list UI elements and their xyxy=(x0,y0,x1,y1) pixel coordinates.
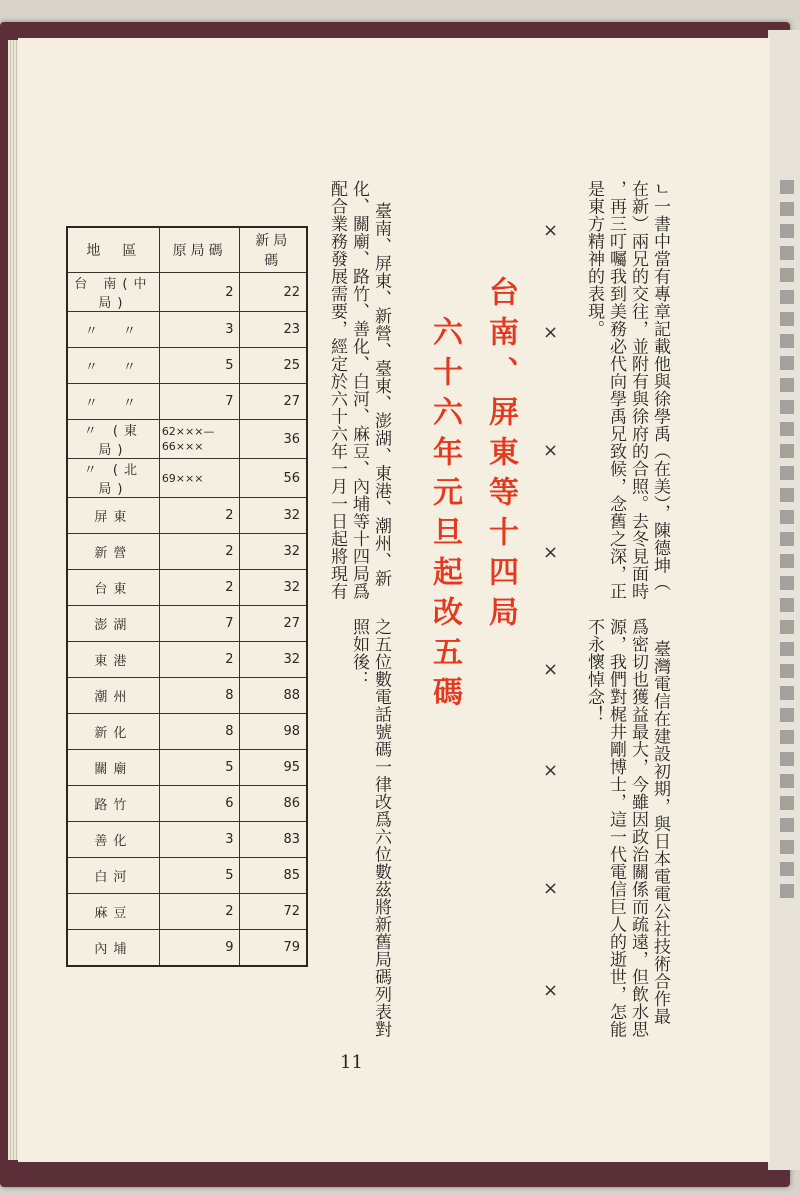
text-column: 源，我們對梶井剛博士，這一代電信巨人的逝世，怎能 xyxy=(606,618,626,1038)
paragraph-right-upper xyxy=(583,180,671,600)
separator-cross: × xyxy=(543,542,559,563)
cell-new: 95 xyxy=(240,750,307,786)
text-column: 在新）兩兄的交往，並附有與徐府的合照。去冬見面時 xyxy=(628,180,648,600)
cell-orig: 6 xyxy=(159,786,240,822)
text-column: 臺灣電信在建設初期，與日本電電公社技術合作最 xyxy=(650,640,670,1025)
cell-orig: 3 xyxy=(159,312,240,348)
table-row xyxy=(67,498,307,534)
cell-new: 32 xyxy=(240,534,307,570)
text-column: 配合業務發展需要，經定於六十六年一月一日起將現有 xyxy=(327,180,347,600)
paragraph-left-lower xyxy=(348,618,392,1038)
cell-orig xyxy=(159,420,240,459)
cell-orig-line: 66××× xyxy=(161,440,204,453)
cell-area: 路竹 xyxy=(67,786,159,822)
cell-area: 潮州 xyxy=(67,678,159,714)
text-column: ，再三叮囑我到美務必代向學禹兄致候，念舊之深，正 xyxy=(606,180,626,600)
cell-area: 新化 xyxy=(67,714,159,750)
table-row xyxy=(67,534,307,570)
cell-orig: 7 xyxy=(159,384,240,420)
cell-area: 東港 xyxy=(67,642,159,678)
page-number: 11 xyxy=(340,1052,363,1073)
cell-orig: 3 xyxy=(159,822,240,858)
text-column: 不永懷悼念！ xyxy=(584,618,604,723)
cell-new: 79 xyxy=(240,930,307,967)
cell-area: 善化 xyxy=(67,822,159,858)
table-row xyxy=(67,858,307,894)
table-row xyxy=(67,420,307,459)
cell-orig-line: 62×××— xyxy=(161,425,215,438)
text-column: 照如後： xyxy=(349,618,369,688)
header-new: 新局碼 xyxy=(240,227,307,273)
separator-cross: × xyxy=(543,980,559,1001)
text-column: 是東方精神的表現。 xyxy=(584,180,604,338)
cell-area: 屏東 xyxy=(67,498,159,534)
cell-orig: 2 xyxy=(159,570,240,606)
text-column: 之五位數電話號碼一律改爲六位數茲將新舊局碼列表對 xyxy=(371,618,391,1038)
table-row xyxy=(67,894,307,930)
table-row xyxy=(67,348,307,384)
header-area: 地 區 xyxy=(67,227,159,273)
cell-new: 23 xyxy=(240,312,307,348)
cell-orig: 8 xyxy=(159,678,240,714)
cell-area: 〃 〃 xyxy=(67,384,159,420)
separator-cross: × xyxy=(543,440,559,461)
cell-new: 83 xyxy=(240,822,307,858)
cell-new: 27 xyxy=(240,606,307,642)
cell-new: 85 xyxy=(240,858,307,894)
separator-cross: × xyxy=(543,760,559,781)
cell-area: 白河 xyxy=(67,858,159,894)
cell-new: 27 xyxy=(240,384,307,420)
cell-new: 32 xyxy=(240,498,307,534)
separator-cross: × xyxy=(543,220,559,241)
table-row xyxy=(67,750,307,786)
table-row xyxy=(67,714,307,750)
table-row xyxy=(67,459,307,498)
cell-new: 88 xyxy=(240,678,307,714)
text-column: 爲密切也獲益最大，今雖因政治關係而疏遠，但飲水思 xyxy=(628,618,648,1038)
cell-area: 台 南(中局) xyxy=(67,273,159,312)
cell-area: 〃 〃 xyxy=(67,312,159,348)
cell-new: 56 xyxy=(240,459,307,498)
separator-cross: × xyxy=(543,659,559,680)
article-title-line-1: 台南、屏東等十四局 xyxy=(483,276,518,636)
table-row xyxy=(67,930,307,967)
cell-orig: 5 xyxy=(159,750,240,786)
cell-new: 32 xyxy=(240,570,307,606)
table-row xyxy=(67,822,307,858)
paragraph-left-upper xyxy=(326,180,392,600)
cell-area: 〃 (東局) xyxy=(67,420,159,459)
cell-orig: 2 xyxy=(159,894,240,930)
cell-orig: 2 xyxy=(159,273,240,312)
cell-area: 內埔 xyxy=(67,930,159,967)
table-row xyxy=(67,786,307,822)
table-row xyxy=(67,384,307,420)
cell-new: 36 xyxy=(240,420,307,459)
text-column: 臺南、屏東、新營、臺東、澎湖、東港、潮州、新 xyxy=(371,202,391,587)
cell-area: 〃 〃 xyxy=(67,348,159,384)
table-header-row xyxy=(67,227,307,273)
cell-new: 22 xyxy=(240,273,307,312)
table-row xyxy=(67,570,307,606)
text-column: 化、關廟、路竹、善化、白河、麻豆、內埔等十四局爲 xyxy=(349,180,369,600)
cell-area: 台東 xyxy=(67,570,159,606)
cell-orig: 2 xyxy=(159,498,240,534)
cell-new: 98 xyxy=(240,714,307,750)
cell-orig: 8 xyxy=(159,714,240,750)
cell-new: 25 xyxy=(240,348,307,384)
cell-area: 新營 xyxy=(67,534,159,570)
cell-area: 關廟 xyxy=(67,750,159,786)
table-row xyxy=(67,678,307,714)
paragraph-right-lower xyxy=(583,618,671,1038)
cell-orig: 2 xyxy=(159,642,240,678)
table-row xyxy=(67,312,307,348)
cell-orig: 69××× xyxy=(159,459,240,498)
text-column: ㄴ一書中當有專章記載他與徐學禹（在美），陳德坤（ xyxy=(650,180,670,592)
cell-area: 〃 (北局) xyxy=(67,459,159,498)
cell-orig: 5 xyxy=(159,348,240,384)
table-row xyxy=(67,606,307,642)
cell-orig: 2 xyxy=(159,534,240,570)
cell-new: 86 xyxy=(240,786,307,822)
table-row xyxy=(67,273,307,312)
separator-cross: × xyxy=(543,322,559,343)
article-title-line-2: 六十六年元旦起改五碼 xyxy=(427,316,462,716)
code-table xyxy=(66,226,308,967)
cell-orig: 9 xyxy=(159,930,240,967)
table-row xyxy=(67,642,307,678)
cell-area: 澎湖 xyxy=(67,606,159,642)
cell-orig: 7 xyxy=(159,606,240,642)
separator-cross: × xyxy=(543,878,559,899)
cell-new: 72 xyxy=(240,894,307,930)
cell-new: 32 xyxy=(240,642,307,678)
next-page-edge xyxy=(768,30,800,1170)
cell-area: 麻豆 xyxy=(67,894,159,930)
header-orig: 原局碼 xyxy=(159,227,240,273)
cell-orig: 5 xyxy=(159,858,240,894)
